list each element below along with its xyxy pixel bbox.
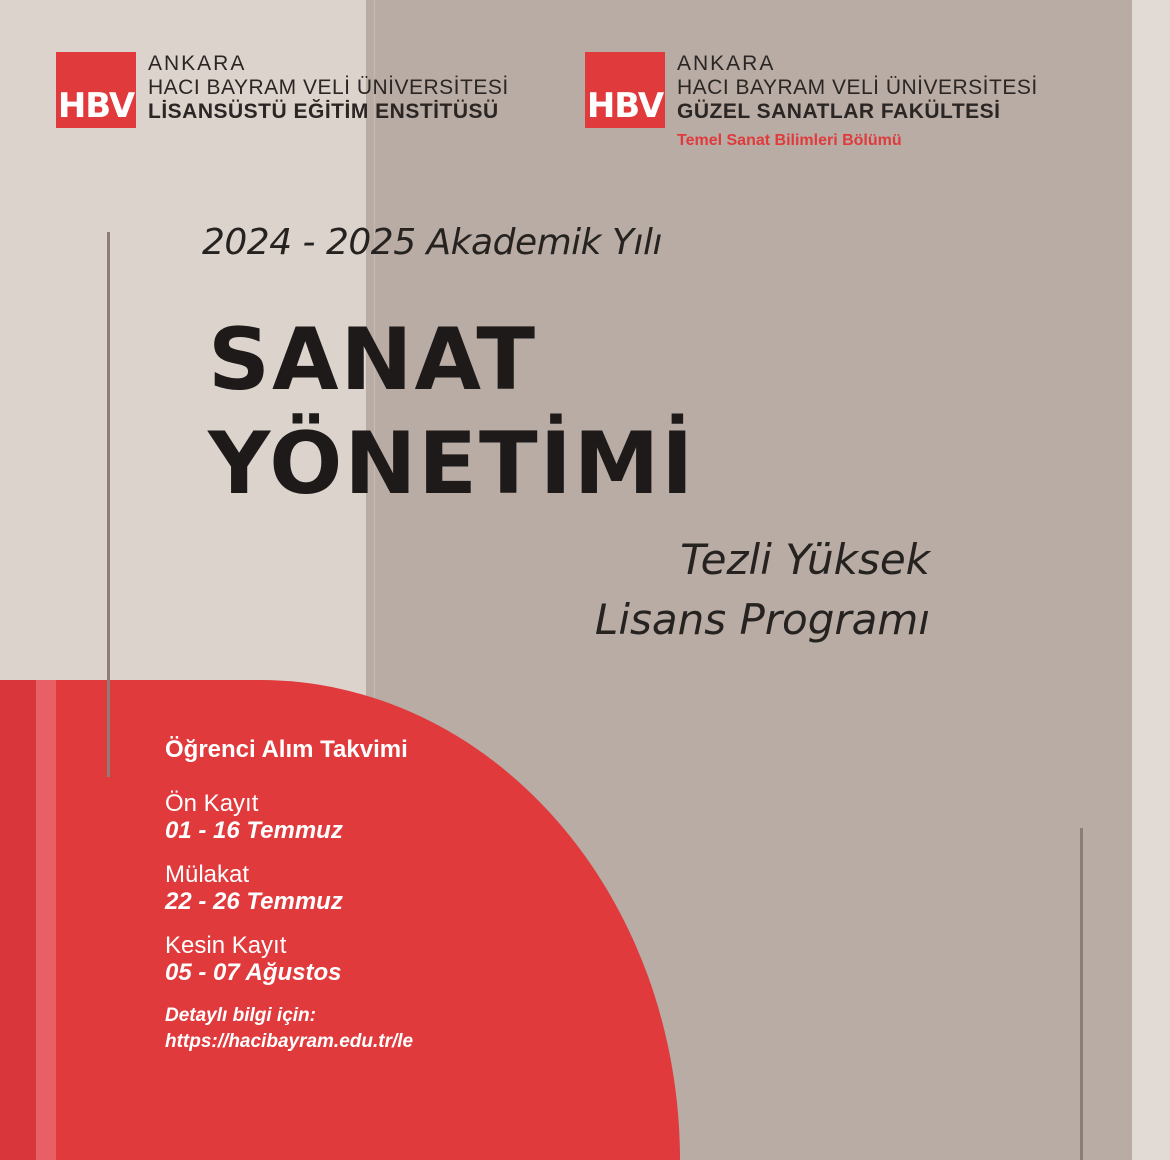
- logo-unit: LİSANSÜSTÜ EĞİTİM ENSTİTÜSÜ: [148, 100, 499, 124]
- calendar-item-date: 05 - 07 Ağustos: [165, 959, 342, 986]
- vertical-line-right: [1080, 828, 1083, 1160]
- logo-city: ANKARA: [148, 52, 247, 75]
- logo-city: ANKARA: [677, 52, 776, 75]
- calendar-item: [165, 932, 413, 987]
- red-gap-strip: [36, 680, 56, 1160]
- calendar-item-label: Ön Kayıt: [165, 790, 259, 817]
- hbv-logo-mark: [56, 52, 136, 128]
- academic-year: 2024 - 2025 Akademik Yılı: [202, 222, 662, 263]
- program-title-line1: SANAT: [208, 310, 538, 410]
- calendar-item-label: Kesin Kayıt: [165, 932, 287, 959]
- program-title-line2: YÖNETİMİ: [208, 414, 696, 514]
- logo-text: [677, 52, 1038, 151]
- program-subtitle: [595, 530, 930, 650]
- calendar-item-label: Mülakat: [165, 861, 250, 888]
- hbv-logo-mark: [585, 52, 665, 128]
- vertical-line-left: [107, 232, 110, 777]
- calendar-item: [165, 790, 413, 845]
- calendar-item-date: 01 - 16 Temmuz: [165, 817, 343, 844]
- more-info: [165, 1003, 413, 1055]
- hbv-logo-letters: HBV: [586, 86, 664, 126]
- program-title: [208, 308, 695, 516]
- admission-calendar: [165, 736, 413, 1055]
- calendar-heading: Öğrenci Alım Takvimi: [165, 736, 408, 763]
- logo-unit: GÜZEL SANATLAR FAKÜLTESİ: [677, 100, 1001, 124]
- program-subtitle-line2: Lisans Programı: [594, 595, 930, 644]
- logo-university: HACI BAYRAM VELİ ÜNİVERSİTESİ: [148, 76, 509, 100]
- logo-graduate-institute: [56, 52, 509, 128]
- right-strip: [1132, 0, 1170, 1160]
- calendar-item-date: 22 - 26 Temmuz: [165, 888, 343, 915]
- more-info-label: Detaylı bilgi için:: [165, 1005, 316, 1026]
- logo-university: HACI BAYRAM VELİ ÜNİVERSİTESİ: [677, 76, 1038, 100]
- calendar-item: [165, 861, 413, 916]
- hbv-logo-letters: HBV: [57, 86, 135, 126]
- red-left-strip: [0, 680, 36, 1160]
- logo-text: [148, 52, 509, 124]
- logo-fine-arts-faculty: [585, 52, 1038, 151]
- program-subtitle-line1: Tezli Yüksek: [680, 535, 930, 584]
- logo-department: Temel Sanat Bilimleri Bölümü: [677, 132, 902, 150]
- more-info-url[interactable]: https://hacibayram.edu.tr/le: [165, 1031, 414, 1052]
